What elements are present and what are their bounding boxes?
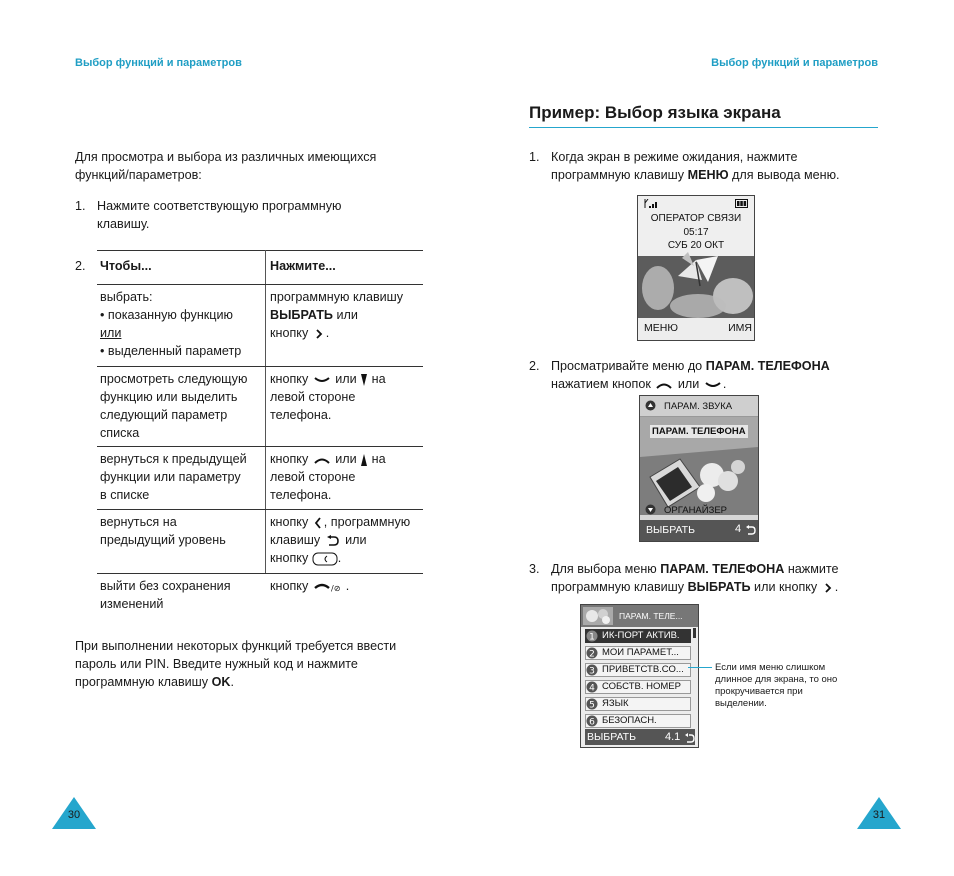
table-row-1-key: программную клавишу ВЫБРАТЬ или кнопку . bbox=[270, 290, 404, 340]
menu-index: 4 bbox=[735, 523, 742, 535]
number-2-badge-icon bbox=[586, 647, 598, 659]
table-rule bbox=[97, 284, 423, 285]
menu-index: 4.1 bbox=[665, 731, 681, 743]
menu-item-sound-settings[interactable]: ПАРАМ. ЗВУКА bbox=[664, 401, 733, 412]
return-arrow-icon bbox=[745, 525, 756, 536]
svg-text:5: 5 bbox=[589, 700, 595, 710]
return-arrow-icon bbox=[685, 733, 695, 744]
table-head-col1: Чтобы... bbox=[100, 259, 152, 273]
outro-text: При выполнении некоторых функций требуется ввести пароль или PIN. Введите нужный код и нажмите программную клавишу OK. bbox=[75, 639, 397, 689]
table-rule bbox=[97, 509, 423, 510]
step-1-text: Нажмите соответствующую программную клавишу. bbox=[97, 199, 342, 231]
clock-time: 05:17 bbox=[683, 227, 709, 238]
list-item-language[interactable]: ЯЗЫК bbox=[602, 698, 629, 709]
table-row-2-key: кнопку или на левой стороне телефона. bbox=[270, 372, 386, 422]
date-text: СУБ 20 ОКТ bbox=[667, 240, 725, 251]
table-divider bbox=[265, 250, 266, 573]
nav-down-icon bbox=[703, 380, 723, 390]
page-header-right: Выбор функций и параметров bbox=[711, 57, 878, 69]
callout-line bbox=[688, 667, 712, 668]
step-3-text: Для выбора меню ПАРАМ. ТЕЛЕФОНА нажмите программную клавишу ВЫБРАТЬ или кнопку . bbox=[551, 562, 839, 594]
table-row-3-action: вернуться к предыдущей функции или параметру в списке bbox=[100, 452, 247, 502]
battery-icon bbox=[735, 199, 749, 208]
svg-text:2: 2 bbox=[589, 649, 595, 659]
signal-strength-icon bbox=[644, 199, 660, 209]
table-row-3-key: кнопку или на левой стороне телефона. bbox=[270, 452, 386, 502]
step-1-number: 1. bbox=[75, 199, 86, 213]
list-item-security[interactable]: БЕЗОПАСН. bbox=[602, 715, 657, 726]
table-row-2-action: просмотреть следующую функцию или выделить следующий параметр списка bbox=[100, 372, 248, 440]
table-head-col2: Нажмите... bbox=[270, 259, 336, 273]
table-row-1-action: выбрать: • показанную функцию или • выделенный параметр bbox=[100, 290, 242, 358]
phone-settings-screen bbox=[580, 604, 699, 748]
svg-text:4: 4 bbox=[589, 683, 595, 693]
soft-key-select[interactable]: ВЫБРАТЬ bbox=[646, 524, 695, 536]
nav-down-icon bbox=[312, 375, 332, 385]
return-arrow-icon bbox=[324, 535, 342, 547]
list-item-own-number[interactable]: СОБСТВ. НОМЕР bbox=[602, 681, 681, 692]
soft-key-name[interactable]: ИМЯ bbox=[728, 322, 752, 334]
list-item-frame[interactable] bbox=[585, 697, 691, 711]
table-row-4-key: кнопку , программную клавишу или кнопку . bbox=[270, 515, 411, 565]
soft-key-menu[interactable]: МЕНЮ bbox=[644, 322, 678, 334]
idle-screen bbox=[637, 195, 755, 341]
svg-text:/⊘: /⊘ bbox=[330, 583, 341, 593]
table-rule bbox=[97, 250, 423, 251]
number-6-badge-icon bbox=[586, 715, 598, 727]
menu-item-phone-settings[interactable]: ПАРАМ. ТЕЛЕФОНА bbox=[652, 426, 746, 437]
settings-thumbnail-icon bbox=[583, 607, 613, 625]
operator-name: ОПЕРАТОР СВЯЗИ bbox=[650, 213, 742, 224]
submenu-title: ПАРАМ. ТЕЛЕ... bbox=[619, 611, 683, 621]
nav-up-icon bbox=[654, 380, 674, 390]
step-3-number: 3. bbox=[529, 562, 540, 576]
table-row-5-action: выйти без сохранения изменений bbox=[100, 579, 231, 611]
step-2-number: 2. bbox=[75, 259, 86, 273]
list-item-irda[interactable]: ИК-ПОРТ АКТИВ. bbox=[602, 630, 680, 641]
volume-down-side-key-icon bbox=[360, 373, 368, 387]
step-2-text: Просматривайте меню до ПАРАМ. ТЕЛЕФОНА нажатием кнопок или . bbox=[551, 359, 830, 391]
volume-up-side-key-icon bbox=[360, 453, 368, 467]
end-call-power-icon bbox=[312, 581, 346, 593]
menu-item-organizer[interactable]: ОРГАНАЙЗЕР bbox=[664, 505, 728, 516]
title-rule bbox=[529, 127, 878, 128]
table-row-4-action: вернуться на предыдущий уровень bbox=[100, 515, 226, 547]
list-item-my-settings[interactable]: МОИ ПАРАМЕТ... bbox=[602, 647, 679, 658]
table-rule bbox=[97, 446, 423, 447]
page-number-right: 31 bbox=[872, 809, 886, 821]
table-row-5-key: кнопку /⊘ . bbox=[270, 579, 350, 593]
callout-note: Если имя меню слишком длинное для экрана, то оно прокручивается при выделении. bbox=[715, 662, 838, 709]
chevron-left-icon bbox=[312, 516, 324, 530]
number-4-badge-icon bbox=[586, 681, 598, 693]
nav-up-icon bbox=[312, 455, 332, 465]
page-header-left: Выбор функций и параметров bbox=[75, 57, 242, 69]
chevron-right-icon bbox=[821, 582, 835, 594]
organizer-menu-icon bbox=[645, 504, 656, 515]
step-1-number: 1. bbox=[529, 150, 540, 164]
section-title: Пример: Выбор языка экрана bbox=[529, 103, 781, 122]
table-rule bbox=[97, 573, 423, 574]
number-5-badge-icon bbox=[586, 698, 598, 710]
chevron-right-icon bbox=[312, 328, 326, 340]
list-item-greeting[interactable]: ПРИВЕТСТВ.СО... bbox=[602, 664, 684, 675]
svg-text:3: 3 bbox=[589, 666, 595, 676]
svg-text:1: 1 bbox=[589, 632, 595, 642]
page-number-left: 30 bbox=[67, 809, 81, 821]
step-1-text: Когда экран в режиме ожидания, нажмите программную клавишу МЕНЮ для вывода меню. bbox=[551, 150, 840, 182]
clear-key-icon bbox=[312, 552, 338, 566]
number-3-badge-icon bbox=[586, 664, 598, 676]
soft-key-select[interactable]: ВЫБРАТЬ bbox=[587, 731, 636, 743]
main-menu-screen bbox=[639, 395, 759, 542]
scrollbar-thumb[interactable] bbox=[693, 628, 696, 638]
table-rule bbox=[97, 366, 423, 367]
intro-text: Для просмотра и выбора из различных имеющихся функций/параметров: bbox=[75, 150, 377, 182]
sound-menu-icon bbox=[645, 400, 656, 411]
number-1-badge-icon bbox=[586, 630, 598, 642]
svg-text:6: 6 bbox=[589, 717, 595, 727]
step-2-number: 2. bbox=[529, 359, 540, 373]
